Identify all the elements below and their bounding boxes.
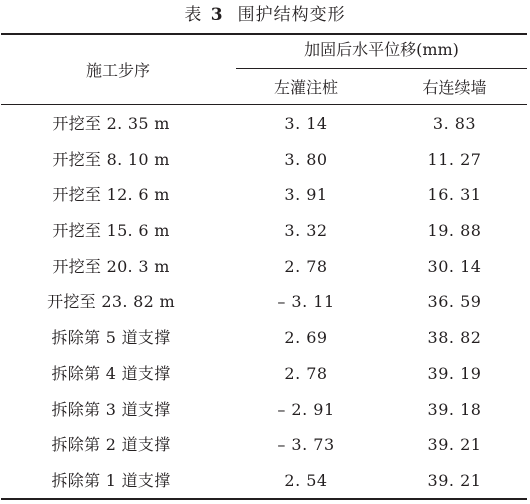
table-row: [1, 142, 527, 178]
right-wall-cell: 39. 18: [427, 399, 482, 419]
table-row: [1, 320, 527, 356]
step-cell: 开挖至 23. 82 m: [47, 292, 175, 312]
table-bottom-rule: [1, 498, 527, 500]
header-displacement-group: 加固后水平位移(mm): [304, 40, 459, 59]
left-pile-cell: 3. 80: [284, 149, 328, 169]
left-pile-cell: – 3. 11: [277, 292, 335, 312]
table-row: [1, 392, 527, 428]
table-row: [1, 249, 527, 285]
header-left-pile: 左灌注桩: [273, 78, 338, 97]
left-pile-cell: 2. 78: [284, 256, 328, 276]
left-pile-cell: 3. 32: [284, 221, 328, 241]
right-wall-cell: 39. 21: [427, 470, 482, 490]
step-cell: 开挖至 2. 35 m: [52, 114, 170, 133]
header-bottom-rule: [1, 104, 527, 105]
header-construction-step: 施工步序: [85, 61, 150, 80]
right-wall-cell: 38. 82: [427, 328, 482, 348]
step-cell: 拆除第 3 道支撑: [51, 399, 171, 419]
table-top-rule: [1, 33, 527, 35]
right-wall-cell: 39. 21: [427, 435, 482, 455]
left-pile-cell: – 3. 73: [277, 435, 335, 455]
left-pile-cell: 3. 91: [284, 185, 328, 205]
caption-label: 表: [184, 5, 203, 25]
step-cell: 拆除第 4 道支撑: [51, 363, 171, 383]
right-wall-cell: 39. 19: [427, 363, 482, 383]
table-row: [1, 463, 527, 499]
right-wall-cell: 19. 88: [427, 221, 482, 241]
step-cell: 开挖至 20. 3 m: [52, 256, 170, 276]
right-wall-cell: 11. 27: [427, 149, 482, 169]
table-row: [1, 177, 527, 213]
step-cell: 开挖至 15. 6 m: [52, 221, 170, 241]
header-group-rule: [236, 68, 527, 69]
table-caption: [0, 3, 530, 27]
right-wall-cell: 3. 83: [432, 114, 477, 133]
right-wall-cell: 30. 14: [427, 256, 482, 276]
right-wall-cell: 36. 59: [427, 292, 482, 312]
step-cell: 拆除第 5 道支撑: [51, 328, 171, 348]
caption-number: 3: [210, 5, 224, 25]
table-row: [1, 427, 527, 463]
table-body: [1, 106, 527, 499]
left-pile-cell: 2. 54: [284, 470, 328, 490]
left-pile-cell: 3. 14: [284, 114, 328, 133]
left-pile-cell: 2. 69: [284, 328, 328, 348]
table-row: [1, 213, 527, 249]
step-cell: 拆除第 1 道支撑: [51, 470, 171, 490]
table-row: [1, 284, 527, 320]
left-pile-cell: – 2. 91: [277, 399, 335, 419]
step-cell: 拆除第 2 道支撑: [51, 435, 171, 455]
left-pile-cell: 2. 78: [284, 363, 328, 383]
table-row: [1, 106, 527, 142]
table-row: [1, 356, 527, 392]
step-cell: 开挖至 8. 10 m: [52, 149, 170, 169]
header-right-wall: 右连续墙: [422, 78, 487, 97]
step-cell: 开挖至 12. 6 m: [52, 185, 170, 205]
caption-title: 围护结构变形: [237, 5, 346, 25]
right-wall-cell: 16. 31: [427, 185, 482, 205]
